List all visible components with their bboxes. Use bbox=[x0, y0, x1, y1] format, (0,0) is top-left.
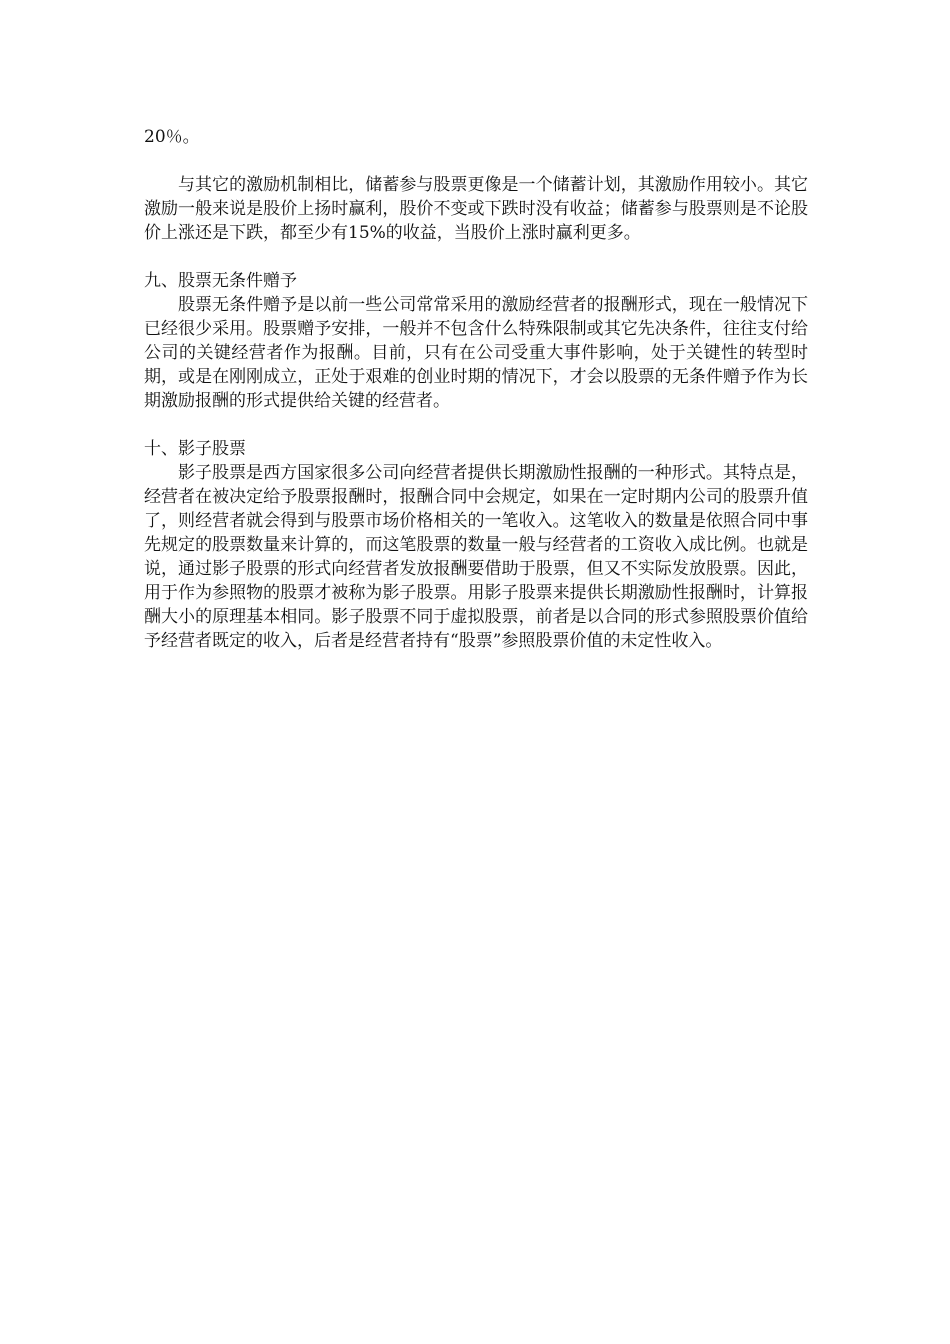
section-heading-phantom-stock: 十、影子股票 bbox=[144, 439, 246, 459]
continuation-text: 20％。 bbox=[144, 127, 200, 147]
section-heading-stock-grant: 九、股票无条件赠予 bbox=[144, 271, 297, 291]
paragraph-gap bbox=[144, 245, 808, 269]
savings-stock-paragraph: 与其它的激励机制相比，储蓄参与股票更像是一个储蓄计划，其激励作用较小。其它激励一般来说是股价上扬时赢利，股价不变或下跌时没有收益；储蓄参与股票则是不论股价上涨还是下跌，都至少有15%的收益，当股价上涨时赢利更多。 bbox=[144, 175, 808, 243]
paragraph-gap bbox=[144, 149, 808, 173]
paragraph-gap bbox=[144, 413, 808, 437]
document-body bbox=[144, 125, 808, 653]
section-body-stock-grant: 股票无条件赠予是以前一些公司常常采用的激励经营者的报酬形式，现在一般情况下已经很少采用。股票赠予安排，一般并不包含什么特殊限制或其它先决条件，往往支付给公司的关键经营者作为报酬。目前，只有在公司受重大事件影响，处于关键性的转型时期，或是在刚刚成立，正处于艰难的创业时期的情况下，才会以股票的无条件赠予作为长期激励报酬的形式提供给关键的经营者。 bbox=[144, 295, 808, 411]
section-body-phantom-stock: 影子股票是西方国家很多公司向经营者提供长期激励性报酬的一种形式。其特点是，经营者在被决定给予股票报酬时，报酬合同中会规定，如果在一定时期内公司的股票升值了，则经营者就会得到与股票市场价格相关的一笔收入。这笔收入的数量是依照合同中事先规定的股票数量来计算的，而这笔股票的数量一般与经营者的工资收入成比例。也就是说，通过影子股票的形式向经营者发放报酬要借助于股票，但又不实际发放股票。因此，用于作为参照物的股票才被称为影子股票。用影子股票来提供长期激励性报酬时，计算报酬大小的原理基本相同。影子股票不同于虚拟股票，前者是以合同的形式参照股票价值给予经营者既定的收入，后者是经营者持有“股票”参照股票价值的未定性收入。 bbox=[144, 463, 808, 651]
